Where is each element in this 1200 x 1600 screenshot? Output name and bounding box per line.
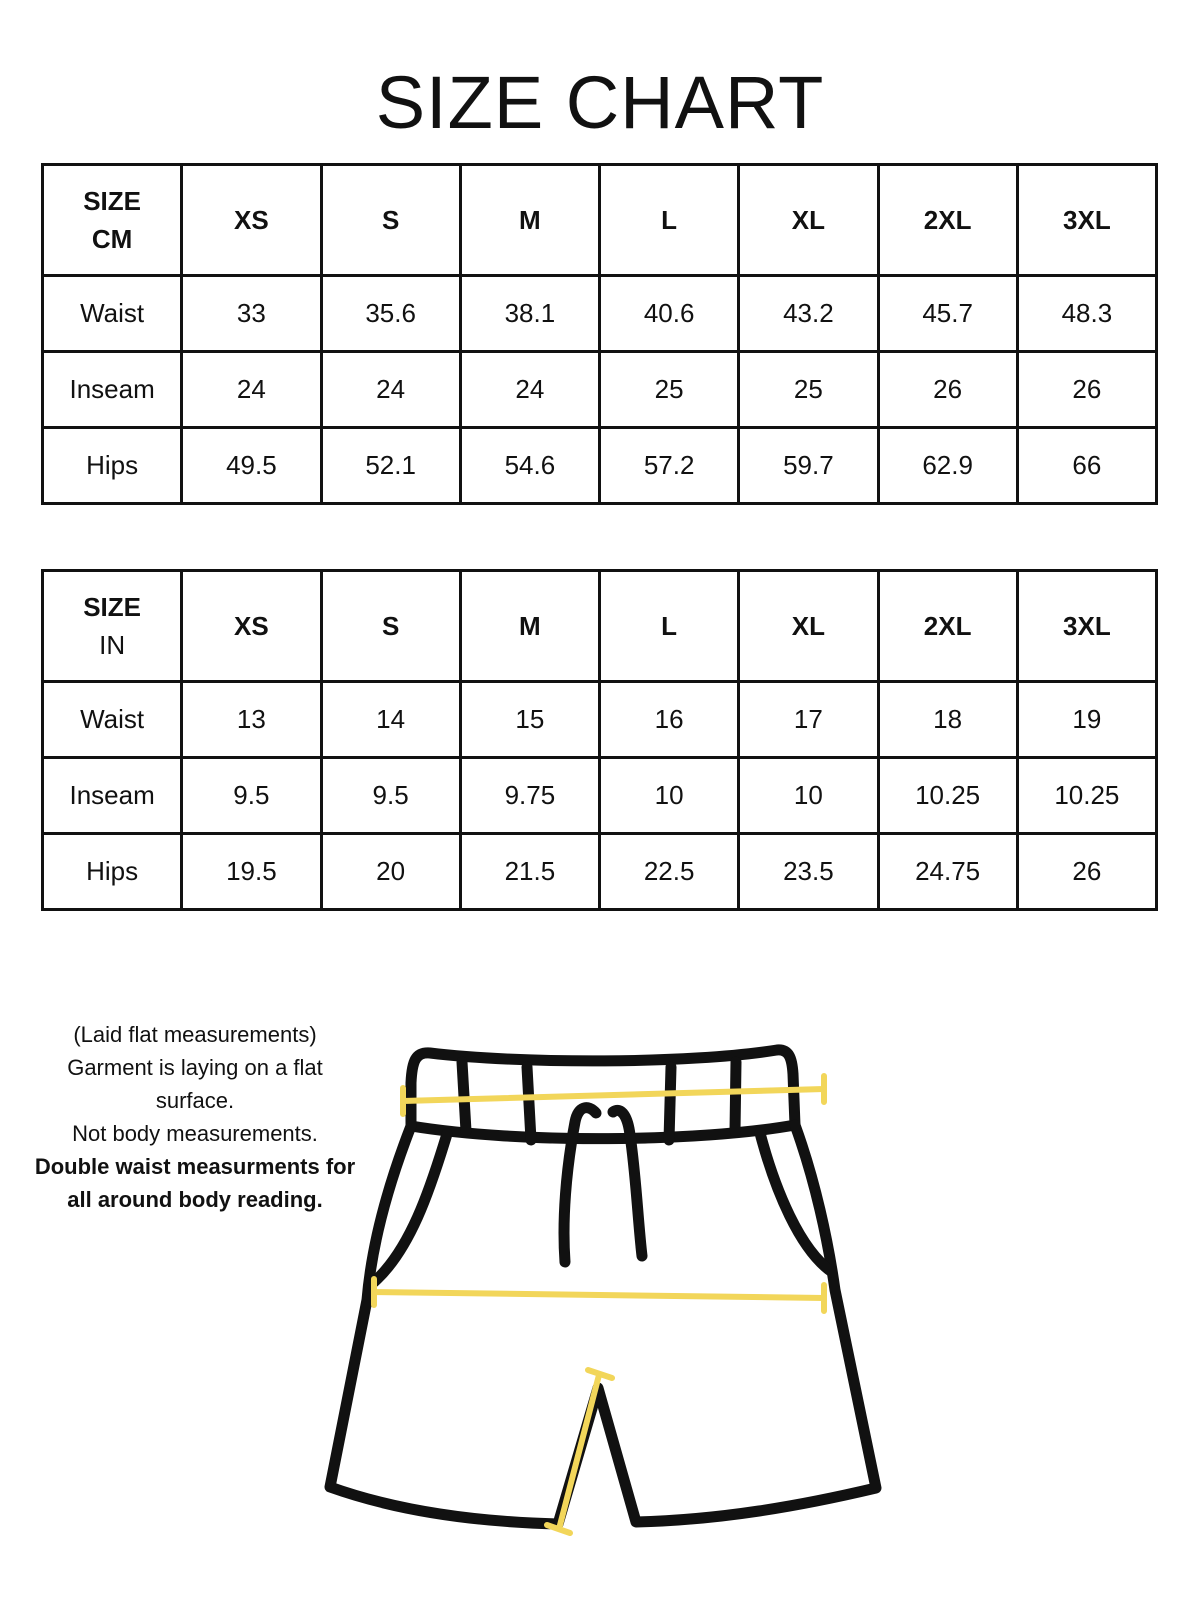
size-header-xs: XS [182, 165, 321, 276]
table-cell: 19.5 [182, 834, 321, 910]
table-cell: 43.2 [739, 276, 878, 352]
table-row-inseam [43, 352, 1157, 428]
table-cell: 9.75 [460, 758, 599, 834]
note-double-waist: Double waist measurments for all around body reading. [34, 1154, 356, 1212]
table-cell: 19 [1017, 682, 1156, 758]
corner-label-size: SIZE [83, 186, 142, 216]
table-cell: 35.6 [321, 276, 460, 352]
table-cell: 17 [739, 682, 878, 758]
table-row-hips [43, 428, 1157, 504]
note-not-body: Not body measurements. [72, 1121, 318, 1146]
size-table-cm [41, 163, 1158, 505]
corner-label-size: SIZE [83, 592, 142, 622]
table-cell: 18 [878, 682, 1017, 758]
table-cell: 40.6 [600, 276, 739, 352]
table-cell: 66 [1017, 428, 1156, 504]
table-cell: 26 [878, 352, 1017, 428]
table-cell: 21.5 [460, 834, 599, 910]
hips-measure-line [374, 1279, 824, 1311]
table-cell: 23.5 [739, 834, 878, 910]
table-cell: 26 [1017, 834, 1156, 910]
size-header-xs: XS [182, 571, 321, 682]
size-header-m: M [460, 165, 599, 276]
size-table-in [41, 569, 1158, 911]
size-header-s: S [321, 165, 460, 276]
drawstring-right [613, 1110, 642, 1256]
table-cell: 25 [600, 352, 739, 428]
table-cell: 33 [182, 276, 321, 352]
table-cell: 10 [600, 758, 739, 834]
size-header-m: M [460, 571, 599, 682]
table-cell: 62.9 [878, 428, 1017, 504]
table-cell: 20 [321, 834, 460, 910]
size-header-xl: XL [739, 165, 878, 276]
shorts-body-outline [330, 1125, 876, 1524]
size-header-l: L [600, 165, 739, 276]
row-label: Inseam [43, 352, 182, 428]
table-row-waist [43, 276, 1157, 352]
table-cell: 24 [321, 352, 460, 428]
table-cell: 9.5 [182, 758, 321, 834]
size-header-l: L [600, 571, 739, 682]
row-label: Waist [43, 276, 182, 352]
table-cell: 10 [739, 758, 878, 834]
row-label: Waist [43, 682, 182, 758]
note-flat-surface: Garment is laying on a flat surface. [67, 1055, 323, 1113]
corner-label-unit: CM [91, 224, 133, 254]
table-cell: 59.7 [739, 428, 878, 504]
corner-label-unit: IN [99, 630, 126, 660]
table-row-inseam [43, 758, 1157, 834]
row-label: Hips [43, 428, 182, 504]
table-cell: 54.6 [460, 428, 599, 504]
drawstring-left [564, 1108, 596, 1262]
table-cell: 49.5 [182, 428, 321, 504]
row-label: Inseam [43, 758, 182, 834]
table-cell: 16 [600, 682, 739, 758]
table-row-waist [43, 682, 1157, 758]
table-cell: 57.2 [600, 428, 739, 504]
corner-cell [43, 165, 182, 276]
table-cell: 45.7 [878, 276, 1017, 352]
table-cell: 24 [460, 352, 599, 428]
table-cell: 48.3 [1017, 276, 1156, 352]
table-cell: 14 [321, 682, 460, 758]
table-cell: 26 [1017, 352, 1156, 428]
size-header-3xl: 3XL [1017, 165, 1156, 276]
table-cell: 24.75 [878, 834, 1017, 910]
size-header-s: S [321, 571, 460, 682]
table-cell: 25 [739, 352, 878, 428]
table-cell: 9.5 [321, 758, 460, 834]
table-cell: 24 [182, 352, 321, 428]
table-cell: 38.1 [460, 276, 599, 352]
note-laid-flat: (Laid flat measurements) [73, 1022, 317, 1047]
size-header-2xl: 2XL [878, 165, 1017, 276]
table-cell: 22.5 [600, 834, 739, 910]
table-row-hips [43, 834, 1157, 910]
table-header-row [43, 165, 1157, 276]
table-cell: 13 [182, 682, 321, 758]
size-header-xl: XL [739, 571, 878, 682]
table-cell: 52.1 [321, 428, 460, 504]
size-header-3xl: 3XL [1017, 571, 1156, 682]
corner-cell [43, 571, 182, 682]
table-cell: 10.25 [878, 758, 1017, 834]
table-header-row [43, 571, 1157, 682]
page-title: SIZE CHART [375, 61, 825, 144]
table-cell: 10.25 [1017, 758, 1156, 834]
table-cell: 15 [460, 682, 599, 758]
size-header-2xl: 2XL [878, 571, 1017, 682]
shorts-diagram-icon [310, 1040, 900, 1580]
row-label: Hips [43, 834, 182, 910]
